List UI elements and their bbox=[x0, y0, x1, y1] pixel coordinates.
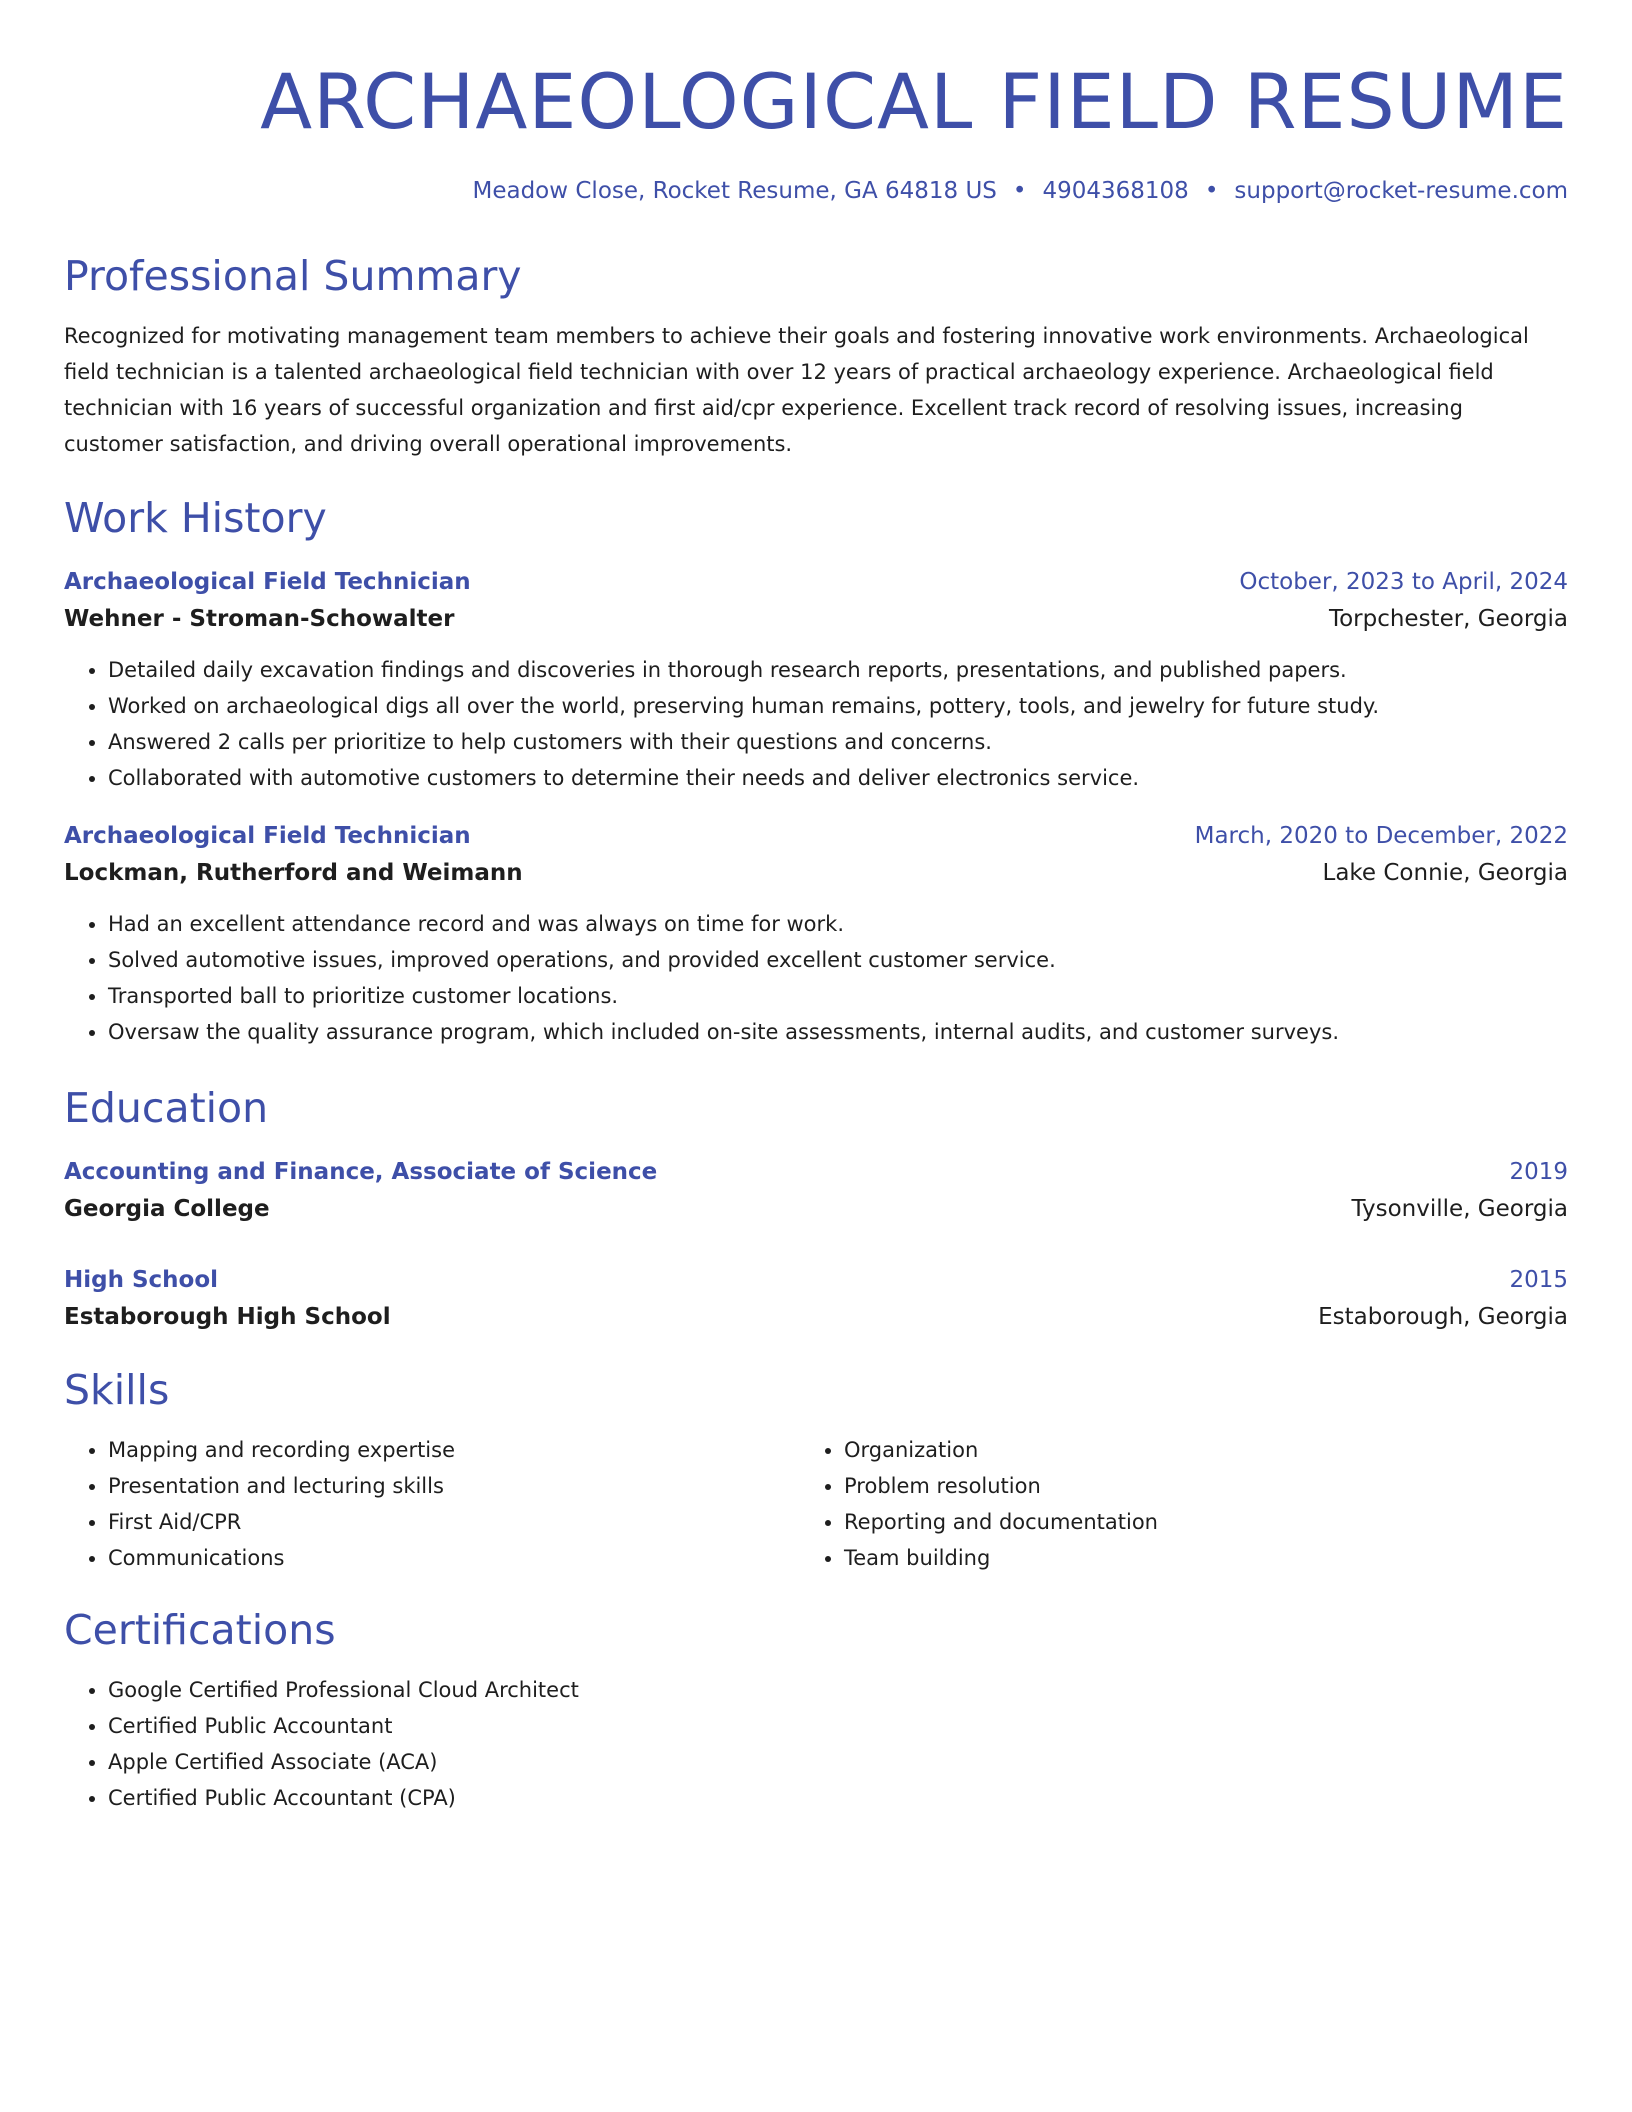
contact-line bbox=[64, 174, 1568, 208]
certification-item: • Certified Public Accountant (CPA) bbox=[108, 1780, 1568, 1816]
job-company: Wehner - Stroman-Schowalter bbox=[64, 606, 455, 632]
job-bullets bbox=[64, 652, 1568, 796]
education-entry-header bbox=[64, 1262, 1568, 1298]
education-degree: High School bbox=[64, 1267, 219, 1293]
job-role: Archaeological Field Technician bbox=[64, 569, 471, 595]
certifications-list bbox=[64, 1672, 1568, 1816]
job-dates: March, 2020 to December, 2022 bbox=[1194, 823, 1568, 849]
contact-address: Meadow Close, Rocket Resume, GA 64818 US bbox=[472, 178, 997, 204]
list-item: • Collaborated with automotive customers to determine their needs and deliver electronics service. bbox=[108, 760, 1568, 796]
section-title-work-history: Work History bbox=[64, 494, 327, 542]
section-title-summary: Professional Summary bbox=[64, 252, 522, 300]
skill-item: • Presentation and lecturing skills bbox=[108, 1468, 800, 1504]
skill-item: • Communications bbox=[108, 1540, 800, 1576]
job-location: Lake Connie, Georgia bbox=[1322, 860, 1568, 886]
section-title-certifications: Certifications bbox=[64, 1606, 336, 1654]
education-year: 2015 bbox=[1509, 1267, 1568, 1293]
work-entry-subheader bbox=[64, 600, 1568, 638]
job-role: Archaeological Field Technician bbox=[64, 823, 471, 849]
work-entry bbox=[64, 818, 1568, 1050]
education-entry-subheader bbox=[64, 1190, 1568, 1228]
skill-item: • Problem resolution bbox=[844, 1468, 1536, 1504]
summary-text: Recognized for motivating management team members to achieve their goals and fostering innovative work environments. Archaeological field technician is a talented archaeological field technician with over 12 years of practical archaeology experience. Archaeological field technician with 16 years of successful organization and first aid/cpr experience. Excellent track record of resolving issues, increasing customer satisfaction, and driving overall operational improvements. bbox=[64, 324, 1529, 456]
education-school: Estaborough High School bbox=[64, 1304, 391, 1330]
resume-title: ARCHAEOLOGICAL FIELD RESUME bbox=[260, 57, 1568, 146]
section-title-skills: Skills bbox=[64, 1366, 170, 1414]
list-item: • Solved automotive issues, improved operations, and provided excellent customer service. bbox=[108, 942, 1568, 978]
work-entry-header bbox=[64, 818, 1568, 854]
section-title-education: Education bbox=[64, 1084, 269, 1132]
education-school: Georgia College bbox=[64, 1196, 270, 1222]
work-entry-subheader bbox=[64, 854, 1568, 892]
contact-separator: • bbox=[1204, 178, 1219, 204]
job-location: Torpchester, Georgia bbox=[1328, 606, 1568, 632]
contact-email[interactable]: support@rocket-resume.com bbox=[1234, 178, 1568, 204]
contact-phone: 4904368108 bbox=[1042, 178, 1189, 204]
contact-separator: • bbox=[1012, 178, 1027, 204]
skills-column-right bbox=[800, 1432, 1536, 1576]
skill-item: • Reporting and documentation bbox=[844, 1504, 1536, 1540]
certification-item: • Apple Certified Associate (ACA) bbox=[108, 1744, 1568, 1780]
skill-item: • Organization bbox=[844, 1432, 1536, 1468]
work-entry-header bbox=[64, 564, 1568, 600]
education-entry bbox=[64, 1154, 1568, 1228]
skill-item: • Mapping and recording expertise bbox=[108, 1432, 800, 1468]
education-entry bbox=[64, 1262, 1568, 1336]
skill-item: • Team building bbox=[844, 1540, 1536, 1576]
list-item: • Detailed daily excavation findings and discoveries in thorough research reports, presentations, and published papers. bbox=[108, 652, 1568, 688]
resume-header bbox=[64, 52, 1568, 208]
education-entry-header bbox=[64, 1154, 1568, 1190]
education-location: Tysonville, Georgia bbox=[1351, 1196, 1568, 1222]
skill-item: • First Aid/CPR bbox=[108, 1504, 800, 1540]
list-item: • Worked on archaeological digs all over the world, preserving human remains, pottery, tools, and jewelry for future study. bbox=[108, 688, 1568, 724]
list-item: • Had an excellent attendance record and was always on time for work. bbox=[108, 906, 1568, 942]
work-entry bbox=[64, 564, 1568, 796]
education-entry-subheader bbox=[64, 1298, 1568, 1336]
list-item: • Oversaw the quality assurance program, which included on-site assessments, internal audits, and customer surveys. bbox=[108, 1014, 1568, 1050]
certification-item: • Google Certified Professional Cloud Architect bbox=[108, 1672, 1568, 1708]
education-year: 2019 bbox=[1509, 1159, 1568, 1185]
list-item: • Transported ball to prioritize customer locations. bbox=[108, 978, 1568, 1014]
certification-item: • Certified Public Accountant bbox=[108, 1708, 1568, 1744]
skills-grid bbox=[64, 1432, 1568, 1576]
skills-column-left bbox=[64, 1432, 800, 1576]
education-location: Estaborough, Georgia bbox=[1318, 1304, 1568, 1330]
list-item: • Answered 2 calls per prioritize to help customers with their questions and concerns. bbox=[108, 724, 1568, 760]
education-degree: Accounting and Finance, Associate of Science bbox=[64, 1159, 658, 1185]
job-bullets bbox=[64, 906, 1568, 1050]
job-company: Lockman, Rutherford and Weimann bbox=[64, 860, 523, 886]
job-dates: October, 2023 to April, 2024 bbox=[1239, 569, 1568, 595]
